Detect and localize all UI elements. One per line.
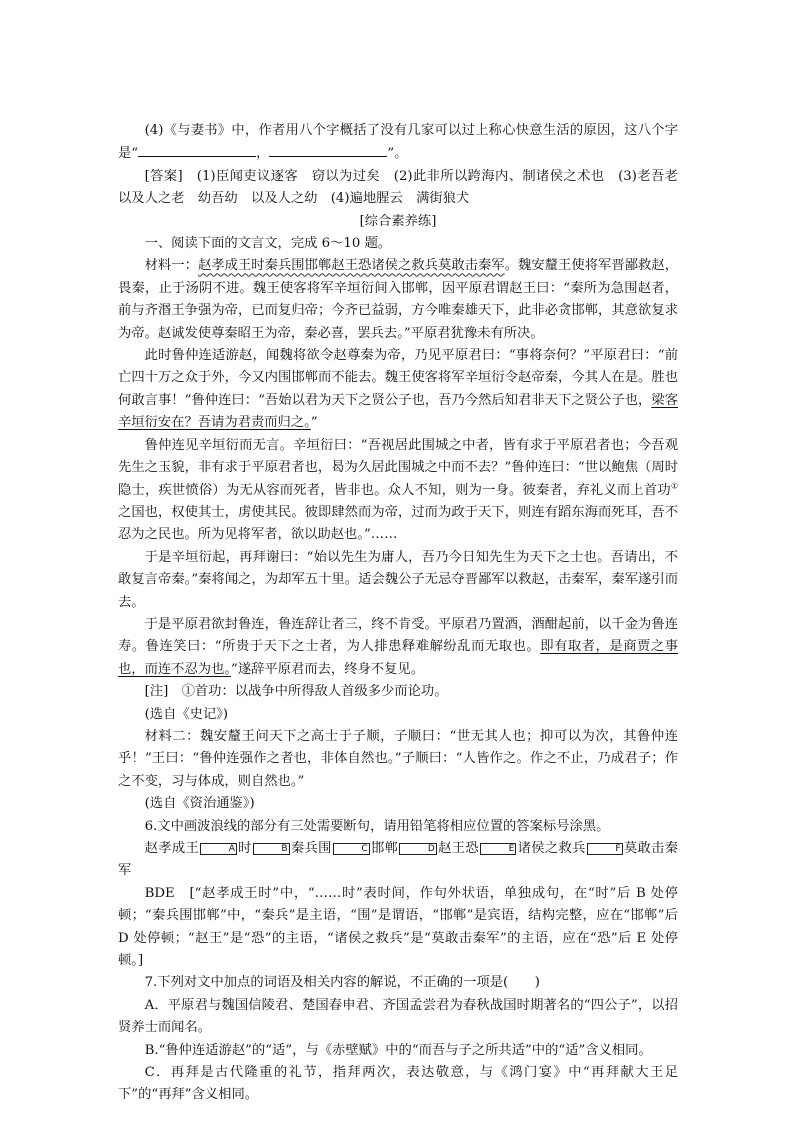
question-7-option-c[interactable]: C．再拜是古代隆重的礼节，指拜两次，表达敬意，与《鸿门宴》中“再拜献大王足下”的“再拜”含义相同。 (118, 1065, 678, 1103)
section-title: [综合素养练] (359, 213, 437, 229)
source-1: (选自《史记》) (144, 706, 229, 722)
break-mark-b[interactable]: B (253, 843, 290, 855)
source-2: (选自《资治通鉴》) (144, 796, 255, 812)
break-mark-a[interactable]: A (200, 843, 237, 855)
footnote: [注] ①首功：以战争中所得敌人首级多少而论功。 (144, 684, 448, 700)
answer-blank-2[interactable] (269, 142, 387, 157)
question-7-option-a[interactable]: A．平原君与魏国信陵君、楚国春申君、齐国孟尝君为春秋战国时期著名的“四公子”，以招贤养士而闻名。 (118, 997, 678, 1036)
reading-intro: 一、阅读下面的文言文，完成 6～10 题。 (144, 236, 392, 252)
break-mark-f[interactable]: F (587, 843, 623, 855)
question-7-stem: 7.下列对文中加点的词语及相关内容的解说，不正确的一项是( ) (144, 975, 540, 991)
break-mark-e[interactable]: E (480, 843, 516, 855)
answer-tag: [答案] (144, 168, 183, 184)
material-2: 材料二：魏安釐王问天下之高士于子顺，子顺曰：“世无其人也；抑可以为次，其鲁仲连乎！”王曰：“鲁仲连强作之者也，非体自然也。”子顺曰：“人皆作之。作之不止，乃成君子；作之不变，习与体成，则自然也。” (118, 728, 678, 789)
material-1-para-2: 此时鲁仲连适游赵，闻魏将欲令赵尊秦为帝，乃见平原君曰：“事将奈何？”平原君曰：“前亡四十万之众于外，今又内围邯郸而不能去。魏王使客将军辛垣衍令赵帝秦，今其人在是。胜也何敢言事！”鲁仲连曰：“吾始以君为天下之贤公子也，吾乃今然后知君非天下之贤公子也，梁客辛垣衍安在？吾请为君责而归之。” (118, 348, 678, 431)
underlined-sentence-1: 梁客辛垣衍安在？吾请为君责而归之。 (118, 392, 678, 431)
material-1-para-3: 鲁仲连见辛垣衍而无言。辛垣衍曰：“吾视居此围城之中者，皆有求于平原君者也；今吾观先生之玉貌，非有求于平原君者也，曷为久居此围城之中而不去？”鲁仲连曰：“世以鲍焦（周时隐士，疾世愤俗）为无从容而死者，皆非也。众人不知，则为一身。彼秦者，弃礼义而上首功①之国也，权使其士，虏使其民。彼即肆然而为帝，过而为政于天下，则连有蹈东海而死耳，吾不忍为之民也。所为见将军者，欲以助赵也。”…… (118, 437, 678, 543)
question-6-answer: BDE [“赵孝成王时”中，“……时”表时间，作句外状语，单独成句，在“时”后 B 处停顿；“秦兵围邯郸”中，“秦兵”是主语，“围”是谓语，“邯郸”是宾语，结构完整，应在“邯郸”后 D 处停顿；“赵王”是“恐”的主语，“诸侯之救兵”是“莫敢击秦军”的主语，应在“恐”后 E 处停顿。] (118, 885, 678, 969)
material-1-para-1: 材料一：赵孝成王时秦兵围邯郸赵王恐诸侯之救兵莫敢击秦军。魏安釐王使将军晋鄙救赵，畏秦，止于汤阴不进。魏王使客将军辛垣衍间入邯郸，因平原君谓赵王曰：“秦所为急围赵者，前与齐湣王争强为帝，已而复归帝；今齐已益弱，方今唯秦雄天下，此非必贪邯郸，其意欲复求为帝。赵诚发使尊秦昭王为帝，秦必喜，罢兵去。”平原君犹豫未有所决。 (118, 258, 679, 341)
break-mark-c[interactable]: C (333, 843, 370, 855)
footnote-marker: ① (670, 481, 678, 491)
material-1-para-4: 于是辛垣衍起，再拜谢曰：“始以先生为庸人，吾乃今日知先生为天下之士也。吾请出，不敢复言帝秦。”秦将闻之，为却军五十里。适会魏公子无忌夺晋鄙军以救赵，击秦军，秦军遂引而去。 (118, 549, 678, 610)
question-4: (4)《与妻书》中，作者用八个字概括了没有几家可以过上称心快意生活的原因，这八个字是“ ， ”。 (118, 123, 678, 162)
break-mark-d[interactable]: D (399, 843, 437, 855)
document-page (118, 120, 692, 1107)
question-6-options: 赵孝成王 A 时 B 秦兵围 C 邯郸 D 赵王恐 E 诸侯之救兵 F 莫敢击秦军 (118, 841, 679, 879)
question-6-stem: 6.文中画波浪线的部分有三处需要断句，请用铅笔将相应位置的答案标号涂黑。 (144, 818, 610, 834)
wavy-underline-text: 赵孝成王时秦兵围邯郸赵王恐诸侯之救兵莫敢击秦军 (197, 258, 505, 274)
answer-blank-1[interactable] (138, 142, 256, 157)
underlined-sentence-2: 即有取者，是商贾之事也，而连不忍为也。 (118, 639, 679, 677)
question-7-option-b[interactable]: B.“鲁仲连适游赵”的“适”，与《赤壁赋》中的“而吾与子之所共适”中的“适”含义相同。 (144, 1042, 652, 1058)
material-1-para-5: 于是平原君欲封鲁连，鲁连辞让者三，终不肯受。平原君乃置酒，酒酣起前，以千金为鲁连寿。鲁连笑曰：“所贵于天下之士者，为人排患释难解纷乱而无取也。即有取者，是商贾之事也，而连不忍为也。”遂辞平原君而去，终身不复见。 (118, 616, 679, 677)
answer-block: [答案] (1)臣闻吏议逐客 窃以为过矣 (2)此非所以跨海内、制诸侯之术也 (3)老吾老 以及人之老 幼吾幼 以及人之幼 (4)遍地腥云 满街狼犬 (118, 168, 692, 207)
